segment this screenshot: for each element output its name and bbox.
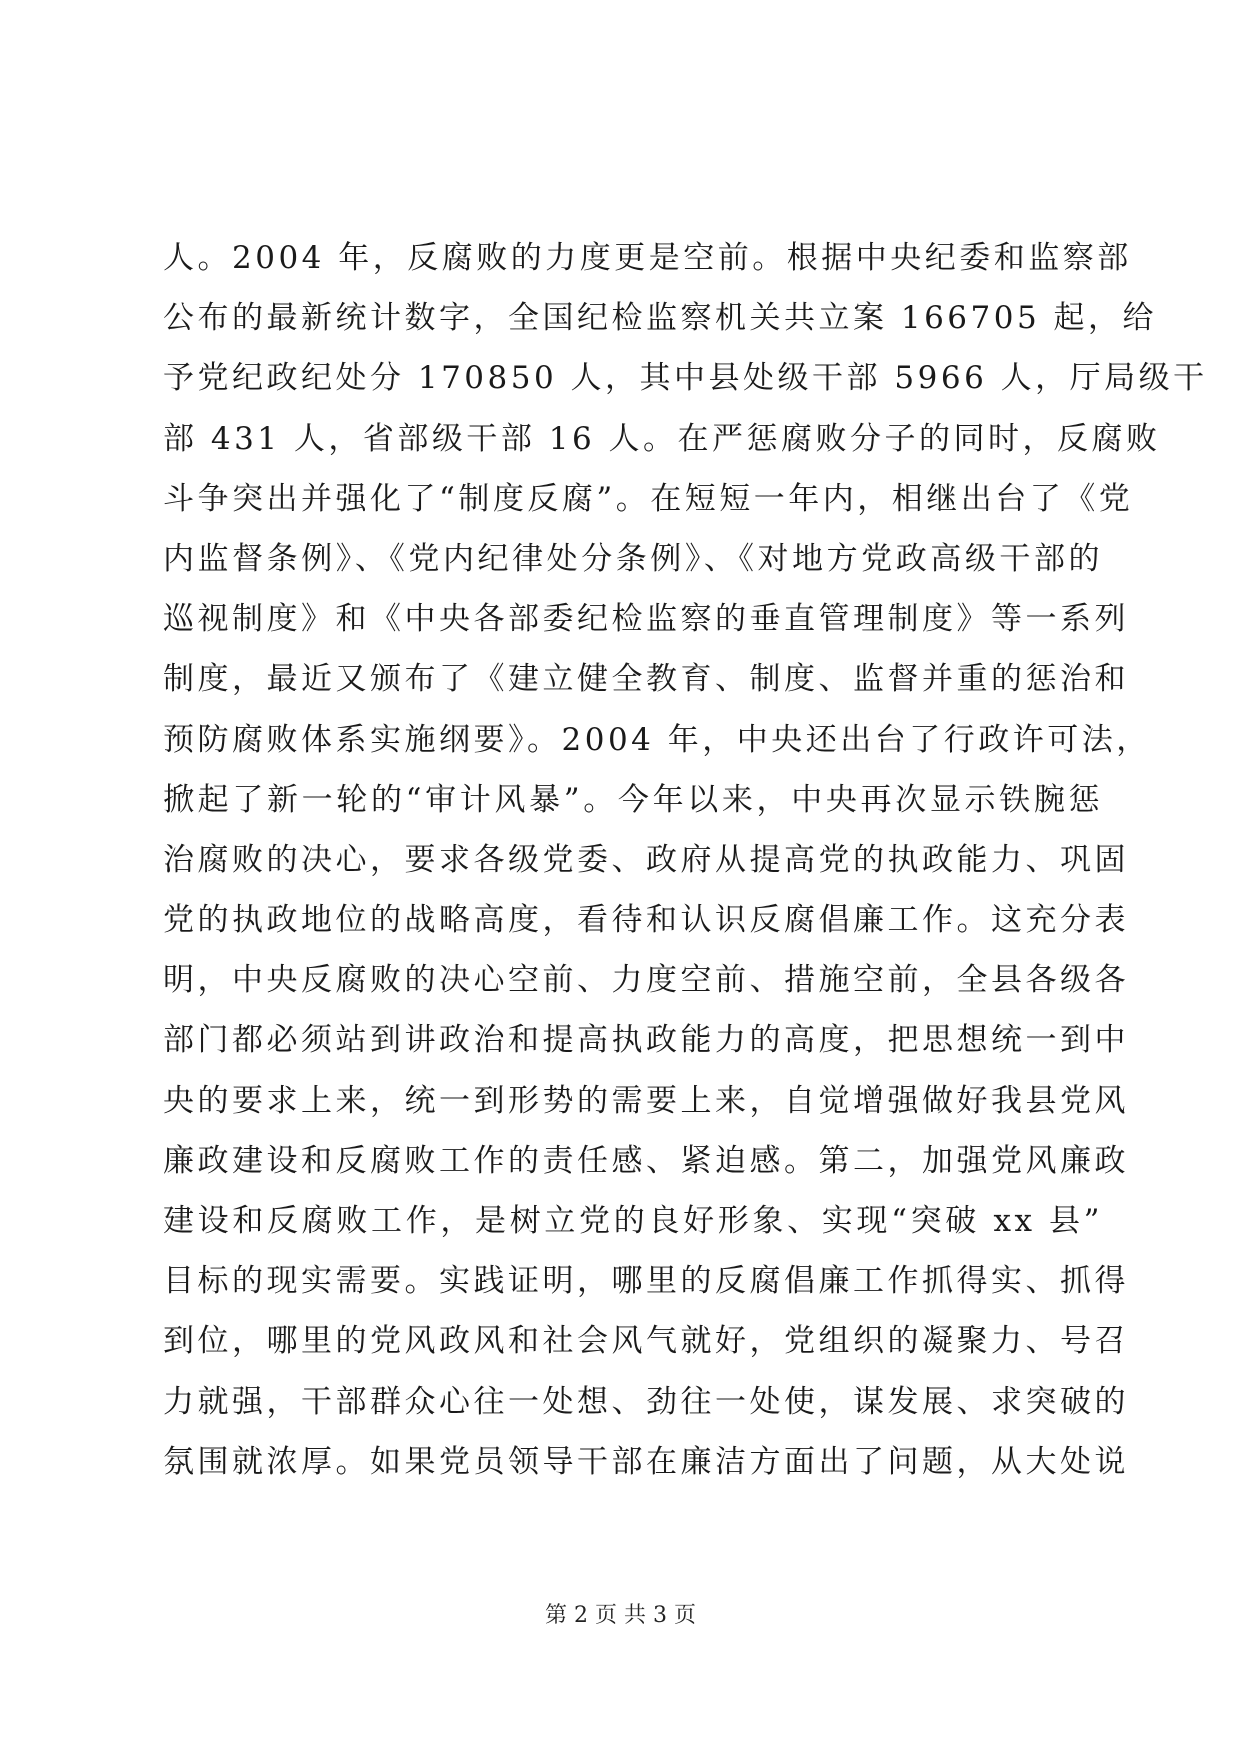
- text-line-3: 予党纪政纪处分 170850 人，其中县处级干部 5966 人，厅局级干: [163, 360, 1208, 397]
- body-text: [163, 228, 1208, 1492]
- text-line-8: 制度，最近又颁布了《建立健全教育、制度、监督并重的惩治和: [163, 661, 1129, 698]
- text-line-4: 部 431 人，省部级干部 16 人。在严惩腐败分子的同时，反腐败: [163, 420, 1161, 457]
- text-line-20: 力就强，干部群众心往一处想、劲往一处使，谋发展、求突破的: [163, 1383, 1129, 1420]
- text-line-11: 治腐败的决心，要求各级党委、政府从提高党的执政能力、巩固: [163, 841, 1129, 878]
- text-line-12: 党的执政地位的战略高度，看待和认识反腐倡廉工作。这充分表: [163, 902, 1129, 939]
- text-line-18: 目标的现实需要。实践证明，哪里的反腐倡廉工作抓得实、抓得: [163, 1263, 1129, 1300]
- text-line-2: 公布的最新统计数字，全国纪检监察机关共立案 166705 起，给: [163, 300, 1158, 337]
- text-line-19: 到位，哪里的党风政风和社会风气就好，党组织的凝聚力、号召: [163, 1323, 1129, 1360]
- text-line-17: 建设和反腐败工作，是树立党的良好形象、实现“突破 xx 县”: [163, 1203, 1103, 1239]
- text-line-7: 巡视制度》和《中央各部委纪检监察的垂直管理制度》等一系列: [163, 601, 1129, 638]
- text-line-10: 掀起了新一轮的“审计风暴”。今年以来，中央再次显示铁腕惩: [163, 781, 1103, 818]
- text-line-13: 明，中央反腐败的决心空前、力度空前、措施空前，全县各级各: [163, 962, 1129, 999]
- text-line-5: 斗争突出并强化了“制度反腐”。在短短一年内，相继出台了《党: [163, 480, 1134, 517]
- text-line-6: 内监督条例》、《党内纪律处分条例》、《对地方党政高级干部的: [163, 540, 1103, 577]
- text-line-15: 央的要求上来，统一到形势的需要上来，自觉增强做好我县党风: [163, 1082, 1129, 1119]
- text-line-9: 预防腐败体系实施纲要》。2004 年，中央还出台了行政许可法，: [163, 721, 1151, 758]
- page-footer: 第 2 页 共 3 页: [545, 1603, 696, 1628]
- text-line-16: 廉政建设和反腐败工作的责任感、紧迫感。第二，加强党风廉政: [163, 1142, 1129, 1179]
- text-line-21: 氛围就浓厚。如果党员领导干部在廉洁方面出了问题，从大处说: [163, 1443, 1129, 1480]
- text-line-14: 部门都必须站到讲政治和提高执政能力的高度，把思想统一到中: [163, 1022, 1129, 1059]
- text-line-1: 人。2004 年，反腐败的力度更是空前。根据中央纪委和监察部: [163, 240, 1132, 276]
